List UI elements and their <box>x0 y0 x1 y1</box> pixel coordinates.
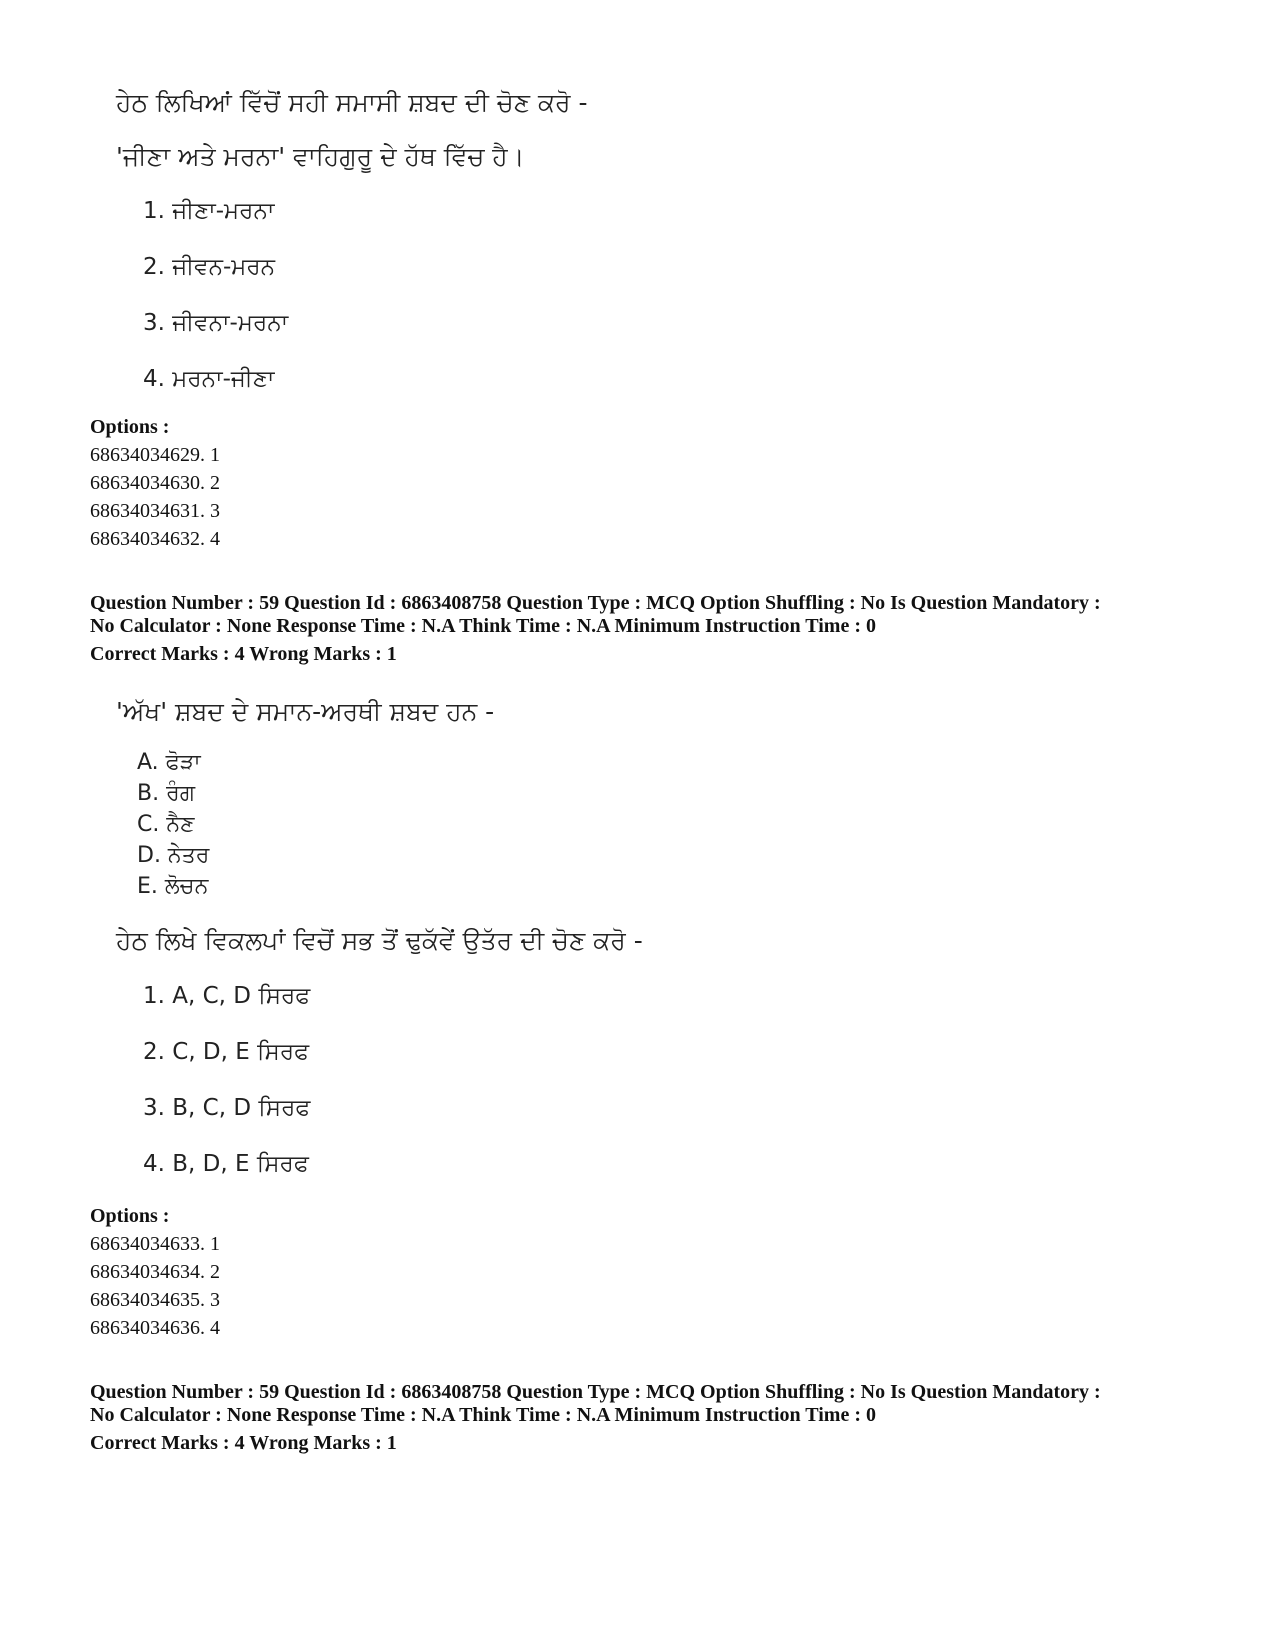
option-item: 68634034629. 1 <box>90 444 220 466</box>
option-item: 68634034633. 1 <box>90 1233 220 1255</box>
question-marks: Correct Marks : 4 Wrong Marks : 1 <box>90 1432 397 1454</box>
statement-item: B. ਰੰਗ <box>137 781 196 806</box>
question-marks: Correct Marks : 4 Wrong Marks : 1 <box>90 643 397 665</box>
statement-item: E. ਲੋਚਨ <box>137 874 209 899</box>
answer-choice: 3. B, C, D ਸਿਰਫ <box>143 1095 311 1121</box>
option-item: 68634034634. 2 <box>90 1261 220 1283</box>
question-prompt: 'ਅੱਖ' ਸ਼ਬਦ ਦੇ ਸਮਾਨ-ਅਰਥੀ ਸ਼ਬਦ ਹਨ - <box>116 697 495 726</box>
options-heading: Options : <box>90 416 170 438</box>
statement-item: A. ਫੋੜਾ <box>137 750 201 775</box>
option-item: 68634034631. 3 <box>90 500 220 522</box>
option-item: 68634034632. 4 <box>90 528 220 550</box>
option-item: 68634034636. 4 <box>90 1317 220 1339</box>
question-meta-line: No Calculator : None Response Time : N.A Think Time : N.A Minimum Instruction Time : 0 <box>90 1404 876 1426</box>
answer-choice: 4. ਮਰਨਾ-ਜੀਣਾ <box>143 366 275 392</box>
question-sentence: 'ਜੀਣਾ ਅਤੇ ਮਰਨਾ' ਵਾਹਿਗੁਰੂ ਦੇ ਹੱਥ ਵਿੱਚ ਹੈ। <box>116 142 525 171</box>
question-meta-line: No Calculator : None Response Time : N.A Think Time : N.A Minimum Instruction Time : 0 <box>90 615 876 637</box>
answer-choice: 4. B, D, E ਸਿਰਫ <box>143 1151 309 1177</box>
option-item: 68634034635. 3 <box>90 1289 220 1311</box>
options-heading: Options : <box>90 1205 170 1227</box>
statement-item: D. ਨੇਤਰ <box>137 843 210 868</box>
answer-choice: 1. ਜੀਣਾ-ਮਰਨਾ <box>143 198 275 224</box>
answer-choice: 3. ਜੀਵਨਾ-ਮਰਨਾ <box>143 310 289 336</box>
answer-choice: 2. C, D, E ਸਿਰਫ <box>143 1039 310 1065</box>
answer-choice: 1. A, C, D ਸਿਰਫ <box>143 983 311 1009</box>
question-meta-line: Question Number : 59 Question Id : 6863408758 Question Type : MCQ Option Shuffling : No Is Question Mandatory : <box>90 1381 1101 1403</box>
statement-item: C. ਨੈਣ <box>137 812 195 837</box>
option-item: 68634034630. 2 <box>90 472 220 494</box>
question-meta-line: Question Number : 59 Question Id : 6863408758 Question Type : MCQ Option Shuffling : No Is Question Mandatory : <box>90 592 1101 614</box>
question-instruction: ਹੇਠ ਲਿਖਿਆਂ ਵਿੱਚੋਂ ਸਹੀ ਸਮਾਸੀ ਸ਼ਬਦ ਦੀ ਚੋਣ ਕਰੋ - <box>116 88 588 117</box>
answer-choice: 2. ਜੀਵਨ-ਮਰਨ <box>143 254 276 280</box>
question-instruction: ਹੇਠ ਲਿਖੇ ਵਿਕਲਪਾਂ ਵਿਚੋਂ ਸਭ ਤੋਂ ਢੁਕੱਵੇਂ ਉਤੱਰ ਦੀ ਚੋਣ ਕਰੋ - <box>116 926 643 955</box>
